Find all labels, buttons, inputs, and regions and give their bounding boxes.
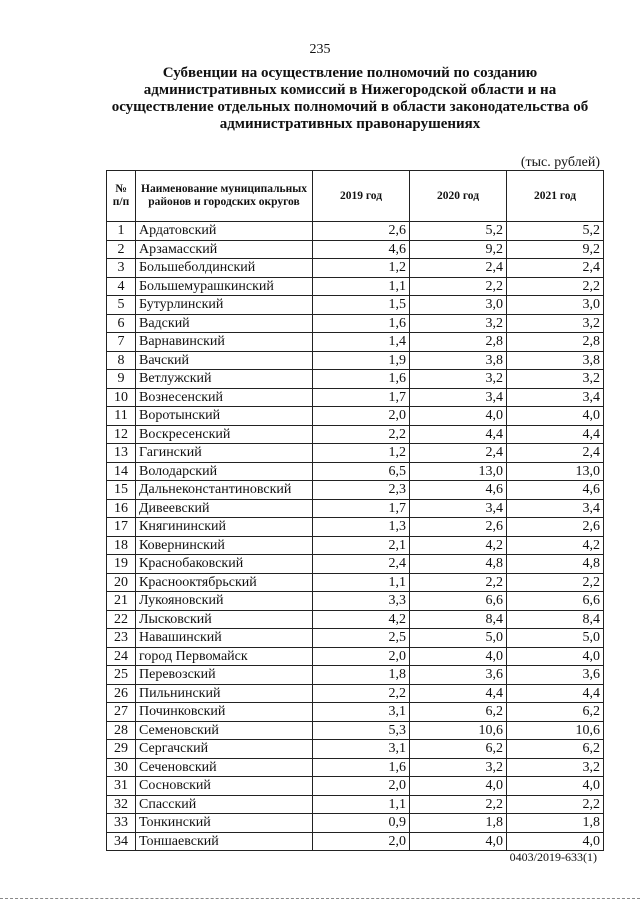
value-2020: 3,2 <box>410 758 507 777</box>
table-row <box>107 573 604 592</box>
value-2021: 1,8 <box>507 814 604 833</box>
district-name: Тоншаевский <box>136 832 313 851</box>
table-row <box>107 832 604 851</box>
value-2020: 2,8 <box>410 333 507 352</box>
value-2019: 2,5 <box>313 629 410 648</box>
value-2019: 2,2 <box>313 425 410 444</box>
district-name: Воротынский <box>136 407 313 426</box>
row-number: 14 <box>107 462 136 481</box>
value-2020: 2,4 <box>410 444 507 463</box>
row-number: 26 <box>107 684 136 703</box>
table-row <box>107 462 604 481</box>
value-2019: 4,2 <box>313 610 410 629</box>
value-2020: 2,2 <box>410 573 507 592</box>
row-number: 25 <box>107 666 136 685</box>
district-name: Ардатовский <box>136 222 313 241</box>
value-2021: 6,6 <box>507 592 604 611</box>
district-name: Гагинский <box>136 444 313 463</box>
value-2021: 3,6 <box>507 666 604 685</box>
table-row <box>107 703 604 722</box>
header-2019: 2019 год <box>313 171 410 222</box>
value-2020: 3,4 <box>410 388 507 407</box>
value-2019: 1,6 <box>313 758 410 777</box>
table-row <box>107 370 604 389</box>
value-2019: 1,6 <box>313 314 410 333</box>
value-2021: 4,0 <box>507 407 604 426</box>
value-2019: 1,5 <box>313 296 410 315</box>
district-name: Дивеевский <box>136 499 313 518</box>
row-number: 24 <box>107 647 136 666</box>
value-2019: 3,3 <box>313 592 410 611</box>
table-row <box>107 592 604 611</box>
row-number: 22 <box>107 610 136 629</box>
table-row <box>107 333 604 352</box>
value-2021: 2,2 <box>507 277 604 296</box>
district-name: Вачский <box>136 351 313 370</box>
table-row <box>107 407 604 426</box>
value-2020: 3,4 <box>410 499 507 518</box>
district-name: Большеболдинский <box>136 259 313 278</box>
value-2019: 1,1 <box>313 573 410 592</box>
value-2020: 3,6 <box>410 666 507 685</box>
value-2021: 3,0 <box>507 296 604 315</box>
row-number: 32 <box>107 795 136 814</box>
table-header-row <box>107 171 604 222</box>
table-row <box>107 555 604 574</box>
value-2020: 4,0 <box>410 832 507 851</box>
row-number: 20 <box>107 573 136 592</box>
header-number: № п/п <box>107 171 136 222</box>
table-row <box>107 240 604 259</box>
value-2020: 8,4 <box>410 610 507 629</box>
district-name: Бутурлинский <box>136 296 313 315</box>
value-2021: 3,2 <box>507 370 604 389</box>
table-row <box>107 666 604 685</box>
value-2021: 4,4 <box>507 684 604 703</box>
row-number: 27 <box>107 703 136 722</box>
row-number: 34 <box>107 832 136 851</box>
district-name: Пильнинский <box>136 684 313 703</box>
value-2021: 4,8 <box>507 555 604 574</box>
value-2021: 3,2 <box>507 758 604 777</box>
value-2020: 6,6 <box>410 592 507 611</box>
district-name: Сергачский <box>136 740 313 759</box>
table-row <box>107 296 604 315</box>
district-name: Большемурашкинский <box>136 277 313 296</box>
row-number: 9 <box>107 370 136 389</box>
district-name: Володарский <box>136 462 313 481</box>
value-2019: 1,2 <box>313 259 410 278</box>
row-number: 11 <box>107 407 136 426</box>
value-2020: 3,0 <box>410 296 507 315</box>
value-2021: 8,4 <box>507 610 604 629</box>
value-2021: 2,4 <box>507 259 604 278</box>
district-name: Княгининский <box>136 518 313 537</box>
table-row <box>107 277 604 296</box>
value-2021: 4,0 <box>507 832 604 851</box>
district-name: Ветлужский <box>136 370 313 389</box>
document-title <box>90 65 610 133</box>
table-row <box>107 518 604 537</box>
value-2021: 3,2 <box>507 314 604 333</box>
table-row <box>107 721 604 740</box>
value-2019: 1,2 <box>313 444 410 463</box>
district-name: Вознесенский <box>136 388 313 407</box>
value-2021: 10,6 <box>507 721 604 740</box>
table-row <box>107 499 604 518</box>
row-number: 18 <box>107 536 136 555</box>
title-line: Субвенции на осуществление полномочий по созданию <box>162 65 538 81</box>
row-number: 21 <box>107 592 136 611</box>
value-2021: 2,2 <box>507 795 604 814</box>
row-number: 17 <box>107 518 136 537</box>
value-2019: 2,0 <box>313 647 410 666</box>
district-name: Краснобаковский <box>136 555 313 574</box>
district-name: Сеченовский <box>136 758 313 777</box>
value-2020: 4,0 <box>410 647 507 666</box>
value-2019: 6,5 <box>313 462 410 481</box>
district-name: Починковский <box>136 703 313 722</box>
table-row <box>107 684 604 703</box>
value-2019: 1,7 <box>313 388 410 407</box>
row-number: 8 <box>107 351 136 370</box>
value-2021: 5,2 <box>507 222 604 241</box>
header-2021: 2021 год <box>507 171 604 222</box>
value-2020: 3,8 <box>410 351 507 370</box>
table-row <box>107 425 604 444</box>
table-row <box>107 388 604 407</box>
subsidies-table <box>106 170 604 851</box>
row-number: 23 <box>107 629 136 648</box>
value-2019: 2,0 <box>313 777 410 796</box>
value-2019: 1,9 <box>313 351 410 370</box>
district-name: Дальнеконстантиновский <box>136 481 313 500</box>
value-2019: 2,0 <box>313 832 410 851</box>
value-2021: 2,2 <box>507 573 604 592</box>
district-name: Тонкинский <box>136 814 313 833</box>
value-2019: 4,6 <box>313 240 410 259</box>
units-label: (тыс. рублей) <box>520 155 600 170</box>
table-row <box>107 222 604 241</box>
value-2020: 2,4 <box>410 259 507 278</box>
table-row <box>107 758 604 777</box>
value-2021: 4,0 <box>507 777 604 796</box>
value-2021: 9,2 <box>507 240 604 259</box>
page-number: 235 <box>309 42 331 57</box>
value-2020: 9,2 <box>410 240 507 259</box>
value-2020: 4,2 <box>410 536 507 555</box>
value-2020: 13,0 <box>410 462 507 481</box>
district-name: Воскресенский <box>136 425 313 444</box>
value-2019: 1,6 <box>313 370 410 389</box>
value-2020: 2,2 <box>410 795 507 814</box>
row-number: 29 <box>107 740 136 759</box>
value-2020: 3,2 <box>410 370 507 389</box>
value-2020: 4,4 <box>410 425 507 444</box>
district-name: Варнавинский <box>136 333 313 352</box>
value-2021: 2,8 <box>507 333 604 352</box>
district-name: Сосновский <box>136 777 313 796</box>
value-2021: 6,2 <box>507 740 604 759</box>
header-2020: 2020 год <box>410 171 507 222</box>
table-row <box>107 795 604 814</box>
value-2020: 2,2 <box>410 277 507 296</box>
value-2020: 10,6 <box>410 721 507 740</box>
scan-edge-line <box>0 898 640 899</box>
value-2019: 1,1 <box>313 795 410 814</box>
value-2020: 4,0 <box>410 407 507 426</box>
row-number: 3 <box>107 259 136 278</box>
district-name: Семеновский <box>136 721 313 740</box>
table-body <box>107 222 604 851</box>
value-2021: 4,6 <box>507 481 604 500</box>
value-2021: 6,2 <box>507 703 604 722</box>
title-line: осуществление отдельных полномочий в области законодательства об <box>111 99 589 115</box>
value-2020: 4,8 <box>410 555 507 574</box>
table-row <box>107 610 604 629</box>
row-number: 4 <box>107 277 136 296</box>
row-number: 28 <box>107 721 136 740</box>
row-number: 12 <box>107 425 136 444</box>
table-row <box>107 814 604 833</box>
value-2020: 5,2 <box>410 222 507 241</box>
value-2020: 5,0 <box>410 629 507 648</box>
row-number: 13 <box>107 444 136 463</box>
value-2019: 1,8 <box>313 666 410 685</box>
header-name: Наименование муниципальных районов и городских округов <box>136 171 313 222</box>
value-2021: 5,0 <box>507 629 604 648</box>
value-2019: 3,1 <box>313 703 410 722</box>
table-row <box>107 740 604 759</box>
table-row <box>107 481 604 500</box>
table-row <box>107 314 604 333</box>
table-row <box>107 536 604 555</box>
row-number: 2 <box>107 240 136 259</box>
district-name: Лысковский <box>136 610 313 629</box>
value-2020: 4,0 <box>410 777 507 796</box>
district-name: Ковернинский <box>136 536 313 555</box>
value-2020: 6,2 <box>410 703 507 722</box>
value-2019: 2,2 <box>313 684 410 703</box>
value-2021: 4,2 <box>507 536 604 555</box>
district-name: Спасский <box>136 795 313 814</box>
title-line: административных правонарушениях <box>219 116 481 132</box>
row-number: 33 <box>107 814 136 833</box>
row-number: 7 <box>107 333 136 352</box>
title-line: административных комиссий в Нижегородской области и на <box>143 82 557 98</box>
table-row <box>107 259 604 278</box>
table-row <box>107 777 604 796</box>
row-number: 5 <box>107 296 136 315</box>
value-2021: 2,6 <box>507 518 604 537</box>
value-2019: 3,1 <box>313 740 410 759</box>
value-2020: 2,6 <box>410 518 507 537</box>
row-number: 31 <box>107 777 136 796</box>
value-2020: 6,2 <box>410 740 507 759</box>
value-2019: 2,6 <box>313 222 410 241</box>
value-2019: 1,7 <box>313 499 410 518</box>
row-number: 10 <box>107 388 136 407</box>
row-number: 19 <box>107 555 136 574</box>
district-name: Перевозский <box>136 666 313 685</box>
value-2019: 1,3 <box>313 518 410 537</box>
district-name: Лукояновский <box>136 592 313 611</box>
table-row <box>107 647 604 666</box>
document-code: 0403/2019-633(1) <box>509 850 597 864</box>
row-number: 15 <box>107 481 136 500</box>
value-2019: 2,3 <box>313 481 410 500</box>
value-2019: 2,0 <box>313 407 410 426</box>
row-number: 1 <box>107 222 136 241</box>
value-2019: 5,3 <box>313 721 410 740</box>
value-2021: 2,4 <box>507 444 604 463</box>
value-2019: 1,1 <box>313 277 410 296</box>
district-name: Вадский <box>136 314 313 333</box>
district-name: Навашинский <box>136 629 313 648</box>
table-row <box>107 629 604 648</box>
value-2021: 13,0 <box>507 462 604 481</box>
value-2020: 4,4 <box>410 684 507 703</box>
value-2019: 1,4 <box>313 333 410 352</box>
row-number: 30 <box>107 758 136 777</box>
district-name: город Первомайск <box>136 647 313 666</box>
value-2020: 1,8 <box>410 814 507 833</box>
value-2021: 3,4 <box>507 499 604 518</box>
value-2019: 0,9 <box>313 814 410 833</box>
value-2020: 3,2 <box>410 314 507 333</box>
value-2019: 2,4 <box>313 555 410 574</box>
value-2021: 4,4 <box>507 425 604 444</box>
table-row <box>107 444 604 463</box>
table-row <box>107 351 604 370</box>
district-name: Арзамасский <box>136 240 313 259</box>
value-2021: 4,0 <box>507 647 604 666</box>
value-2020: 4,6 <box>410 481 507 500</box>
value-2021: 3,4 <box>507 388 604 407</box>
value-2019: 2,1 <box>313 536 410 555</box>
row-number: 6 <box>107 314 136 333</box>
row-number: 16 <box>107 499 136 518</box>
value-2021: 3,8 <box>507 351 604 370</box>
district-name: Краснооктябрьский <box>136 573 313 592</box>
